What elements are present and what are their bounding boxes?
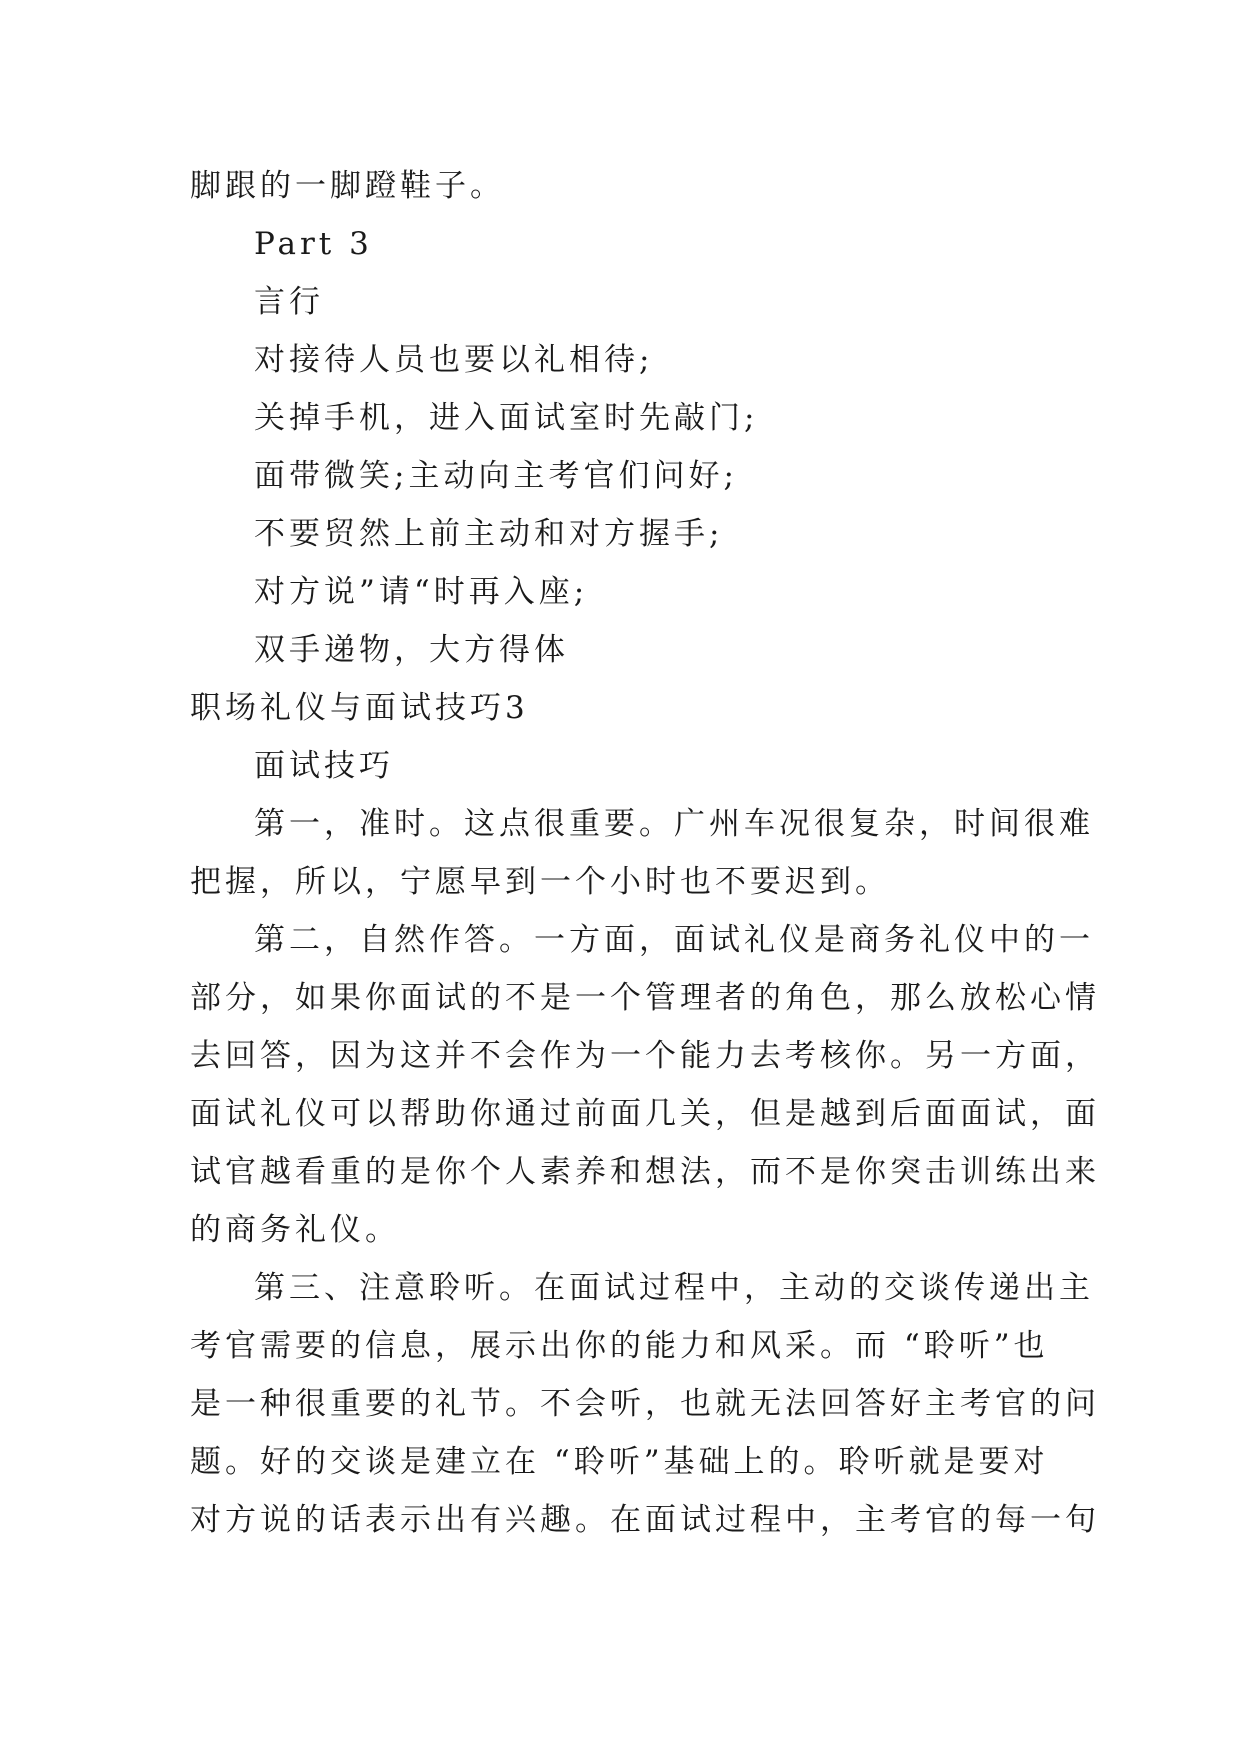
list-item: 关掉手机，进入面试室时先敲门; <box>254 400 759 436</box>
text-line: 脚跟的一脚蹬鞋子。 <box>190 168 505 204</box>
paragraph-line: 考官需要的信息，展示出你的能力和风采。而 “聆听”也 <box>190 1328 1049 1364</box>
paragraph-line: 把握，所以，宁愿早到一个小时也不要迟到。 <box>190 864 890 900</box>
list-item: 对接待人员也要以礼相待; <box>254 342 654 378</box>
section-heading: 言行 <box>254 284 324 320</box>
list-item: 不要贸然上前主动和对方握手; <box>254 516 724 552</box>
paragraph-line: 去回答，因为这并不会作为一个能力去考核你。另一方面， <box>190 1038 1100 1074</box>
paragraph-line: 部分，如果你面试的不是一个管理者的角色，那么放松心情 <box>190 980 1100 1016</box>
paragraph-line: 第一，准时。这点很重要。广州车况很复杂，时间很难 <box>254 806 1094 842</box>
paragraph-line: 第二，自然作答。一方面，面试礼仪是商务礼仪中的一 <box>254 922 1094 958</box>
paragraph-line: 题。好的交谈是建立在 “聆听”基础上的。聆听就是要对 <box>190 1444 1049 1480</box>
paragraph-line: 面试礼仪可以帮助你通过前面几关，但是越到后面面试，面 <box>190 1096 1100 1132</box>
paragraph-line: 第三、注意聆听。在面试过程中，主动的交谈传递出主 <box>254 1270 1094 1306</box>
section-heading: 面试技巧 <box>254 748 394 784</box>
paragraph-line: 对方说的话表示出有兴趣。在面试过程中，主考官的每一句 <box>190 1502 1100 1538</box>
section-label: Part 3 <box>254 226 373 262</box>
paragraph-line: 试官越看重的是你个人素养和想法，而不是你突击训练出来 <box>190 1154 1100 1190</box>
paragraph-line: 的商务礼仪。 <box>190 1212 400 1248</box>
list-item: 双手递物，大方得体 <box>254 632 569 668</box>
paragraph-line: 是一种很重要的礼节。不会听，也就无法回答好主考官的问 <box>190 1386 1100 1422</box>
list-item: 面带微笑;主动向主考官们问好; <box>254 458 738 494</box>
article-title: 职场礼仪与面试技巧3 <box>190 690 529 726</box>
list-item: 对方说”请“时再入座; <box>254 574 589 610</box>
